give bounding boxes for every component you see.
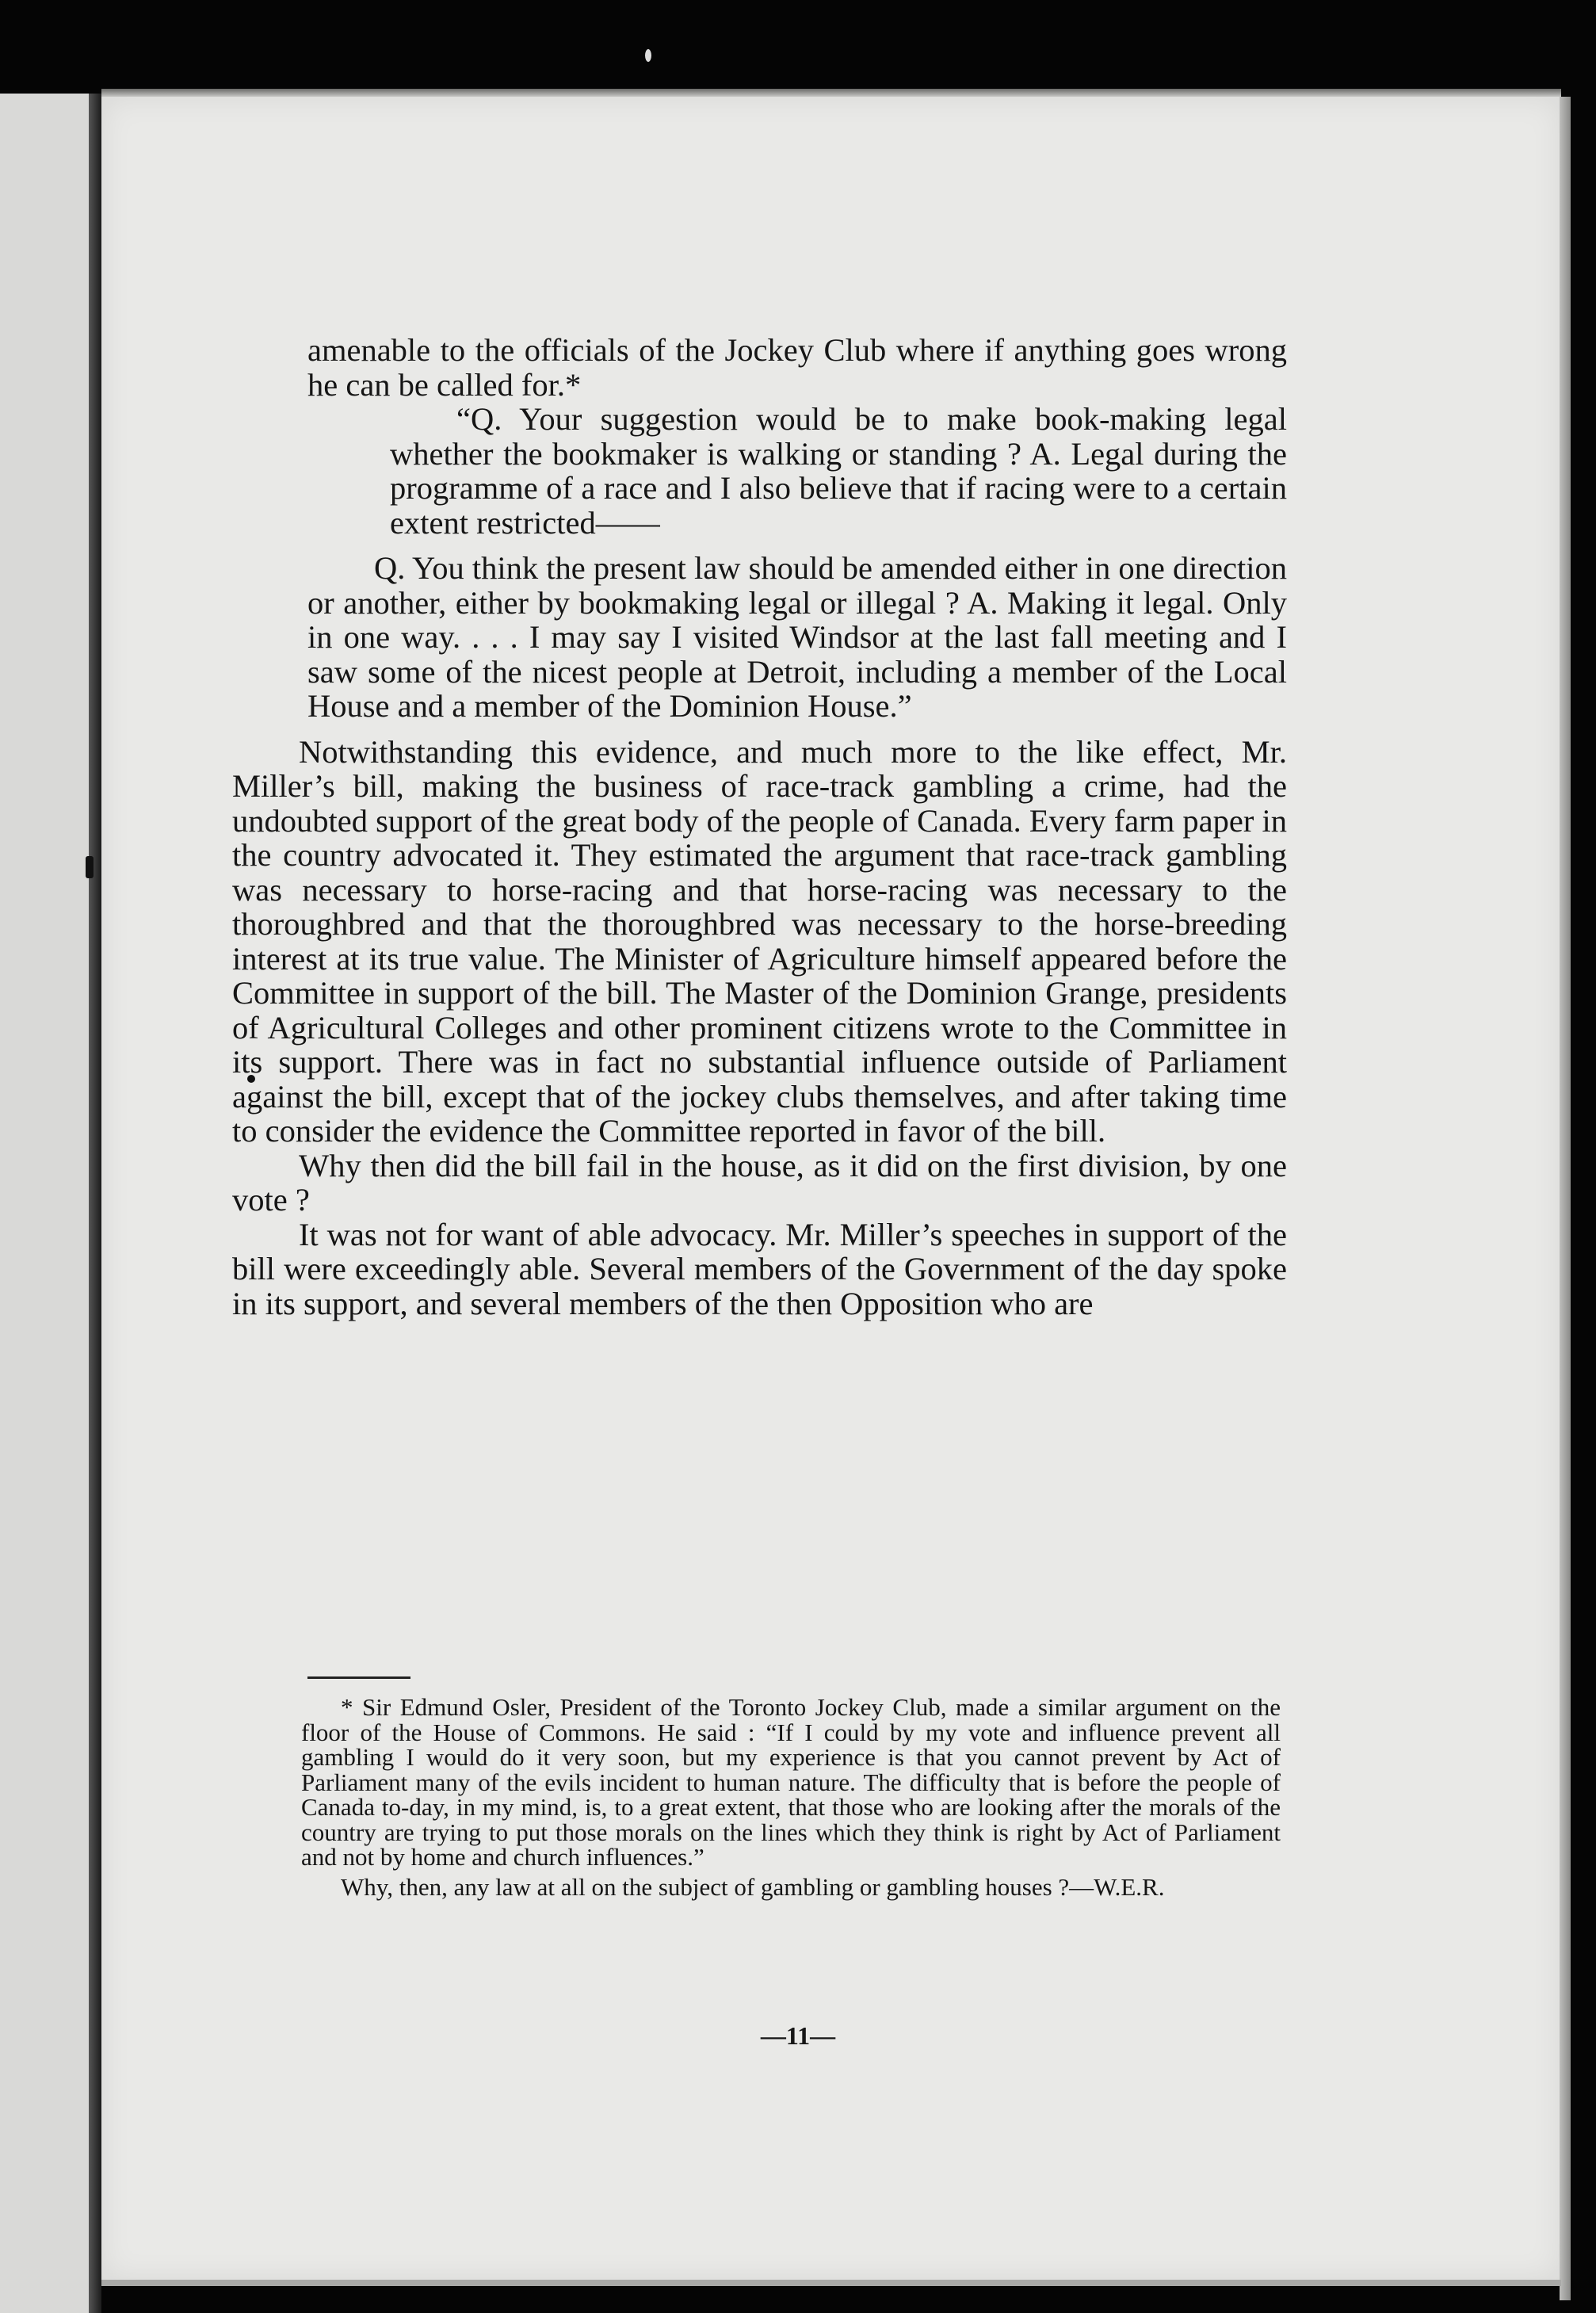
page-right-edge (1560, 97, 1571, 2300)
body-paragraph: amenable to the officials of the Jockey Club where if anything goes wrong he can be called for.* (307, 332, 1287, 403)
footnote-rule (307, 1676, 410, 1679)
ink-speck (86, 856, 94, 878)
footnotes (301, 1695, 1281, 1899)
body-paragraph: “Q. Your suggestion would be to make book-making legal whether the bookmaker is walking or standing ? A. Legal during the programme of a race and I also believe that if racing were to a certain extent restricted—— (390, 401, 1287, 541)
body-paragraph: Notwithstanding this evidence, and much more to the like effect, Mr. Miller’s bill, making the business of race-track gambling a crime, had the undoubted support of the great body of the people of Canada. Every farm paper in the country advocated it. They estimated the argument that race-track gambling was necessary to horse-racing and that horse-racing was necessary to the thoroughbred and that the thoroughbred was necessary to the horse-breeding interest at its true value. The Minister of Agriculture himself appeared before the Committee in support of the bill. The Master of the Dominion Grange, presidents of Agricultural Colleges and other prominent citizens wrote to the Committee in its support. There was in fact no substantial influence outside of Parliament against the bill, except that of the jockey clubs themselves, and after taking time to consider the evidence the Committee reported in favor of the bill. (232, 733, 1287, 1149)
page-gutter (89, 94, 101, 2313)
body-text (232, 332, 1287, 1321)
footnote: Why, then, any law at all on the subject of gambling or gambling houses ?—W.E.R. (341, 1872, 1165, 1901)
ink-speck (645, 49, 651, 62)
body-paragraph: Why then did the bill fail in the house, as it did on the first division, by one vote ? (232, 1147, 1287, 1218)
adjacent-page-edge (0, 94, 89, 2313)
page-bottom-edge (101, 2280, 1561, 2286)
page-number: —11— (760, 2021, 836, 2050)
footnote: * Sir Edmund Osler, President of the Toronto Jockey Club, made a similar argument on the floor of the House of Commons. He said : “If I could by my vote and influence prevent all gambling I would do it very soon, but my experience is that you cannot prevent by Act of Parliament many of the evils incident to human nature. The difficulty that is before the people of Canada to-day, in my mind, is, to a great extent, that those who are looking after the morals of the country are trying to put those morals on the lines which they think is right by Act of Parliament and not by home and church influences.” (301, 1693, 1281, 1871)
body-paragraph: Q. You think the present law should be amended either in one direction or another, either by bookmaking legal or illegal ? A. Making it legal. Only in one way. . . . I may say I visited Windsor at the last fall meeting and I saw some of the nicest people at Detroit, including a member of the Local House and a member of the Dominion House.” (307, 550, 1287, 724)
body-paragraph: It was not for want of able advocacy. Mr. Miller’s speeches in support of the bill were exceedingly able. Several members of the Government of the day spoke in its support, and several members of the then Opposition who are (232, 1216, 1287, 1321)
